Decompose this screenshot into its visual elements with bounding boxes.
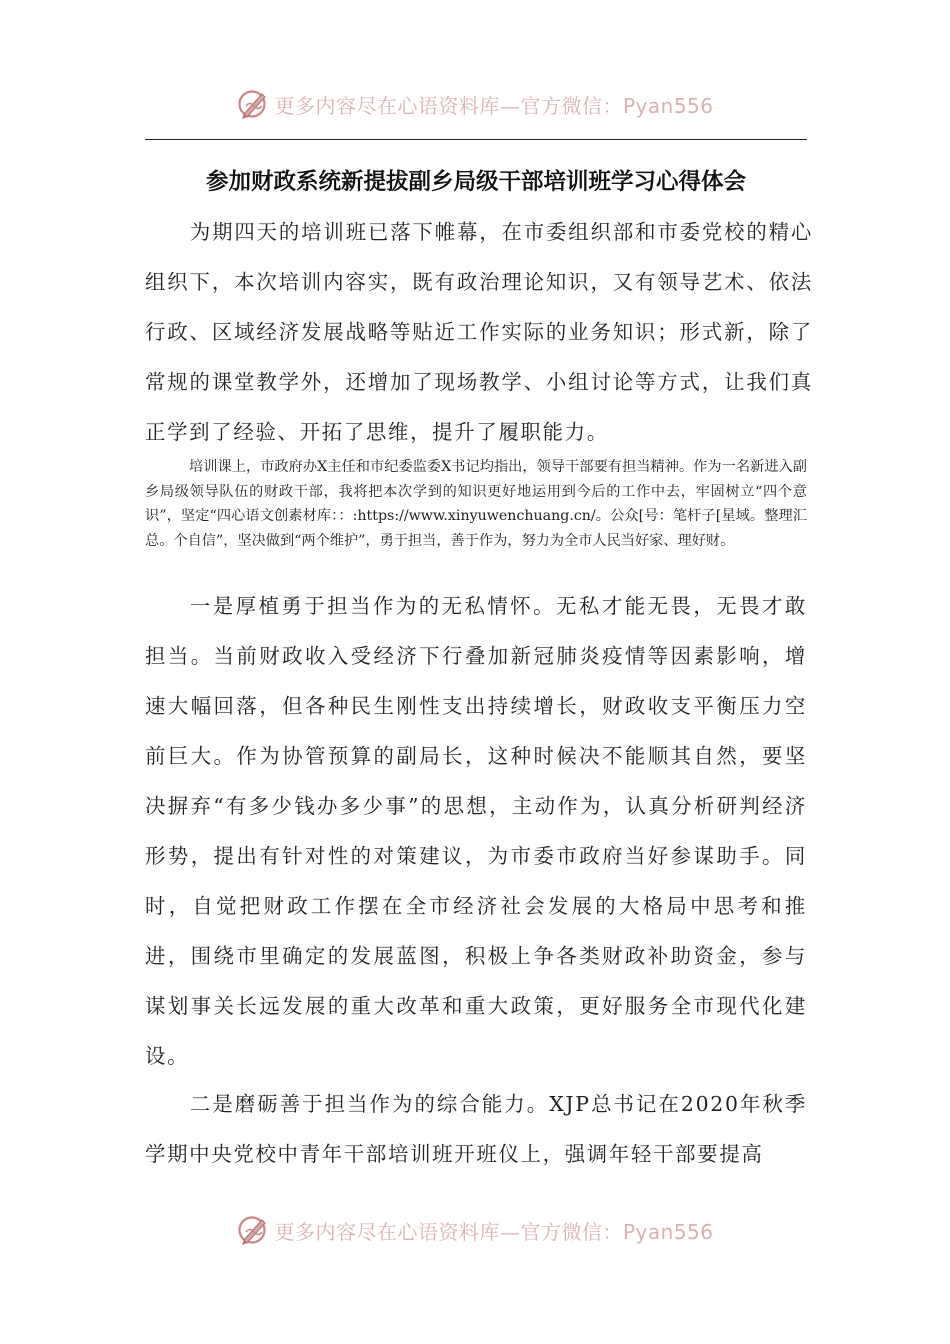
pen-logo-icon: [236, 87, 270, 121]
header-watermark: [0, 84, 950, 124]
wechat-id: Pyan556: [622, 1219, 714, 1244]
header-divider: [145, 139, 807, 140]
pen-logo-icon: [236, 1213, 270, 1247]
watermark-text: 更多内容尽在心语资料库—官方微信：Pyan556: [274, 1219, 714, 1244]
paragraph-intro: 为期四天的培训班已落下帷幕，在市委组织部和市委党校的精心组织下，本次培训内容实，既有政治理论知识，又有领导艺术、依法行政、区域经济发展战略等贴近工作实际的业务知识；形式新，除了常规的课堂教学外，还增加了现场教学、小组讨论等方式，让我们真正学到了经验、开拓了思维，提升了履职能力。: [145, 220, 813, 444]
paragraph-training-note: 培训课上，市政府办X主任和市纪委监委X书记均指出，领导干部要有担当精神。作为一名新进入副乡局级领导队伍的财政干部，我将把本次学到的知识更好地运用到今后的工作中去，牢固树立“四个意识”，坚定“四心语文创素材库：：:https://www.xinyuwenchuang.cn/。公众[号：笔杆子[星域。整理汇总。个自信”，坚决做到“两个维护”，勇于担当，善于作为，努力为全市人民当好家、理好财。: [145, 459, 807, 549]
document-title: 参加财政系统新提拔副乡局级干部培训班学习心得体会: [205, 169, 746, 195]
paragraph-point-two: 二是磨砺善于担当作为的综合能力。XJP总书记在2020年秋季学期中央党校中青年干部培训班开班仪上，强调年轻干部要提高: [145, 1092, 807, 1166]
watermark-text: 更多内容尽在心语资料库—官方微信：Pyan556: [274, 93, 714, 118]
wechat-id: Pyan556: [622, 93, 714, 118]
paragraph-point-one: 一是厚植勇于担当作为的无私情怀。无私才能无畏，无畏才敢担当。当前财政收入受经济下行叠加新冠肺炎疫情等因素影响，增速大幅回落，但各种民生刚性支出持续增长，财政收支平衡压力空前巨大。作为协管预算的副局长，这种时候决不能顺其自然，要坚决摒弃“有多少钱办多少事”的思想，主动作为，认真分析研判经济形势，提出有针对性的对策建议，为市委市政府当好参谋助手。同时，自觉把财政工作摆在全市经济社会发展的大格局中思考和推进，围绕市里确定的发展蓝图，积极上争各类财政补助资金，参与谋划事关长远发展的重大改革和重大政策，更好服务全市现代化建设。: [145, 594, 807, 1068]
footer-watermark: [0, 1210, 950, 1250]
